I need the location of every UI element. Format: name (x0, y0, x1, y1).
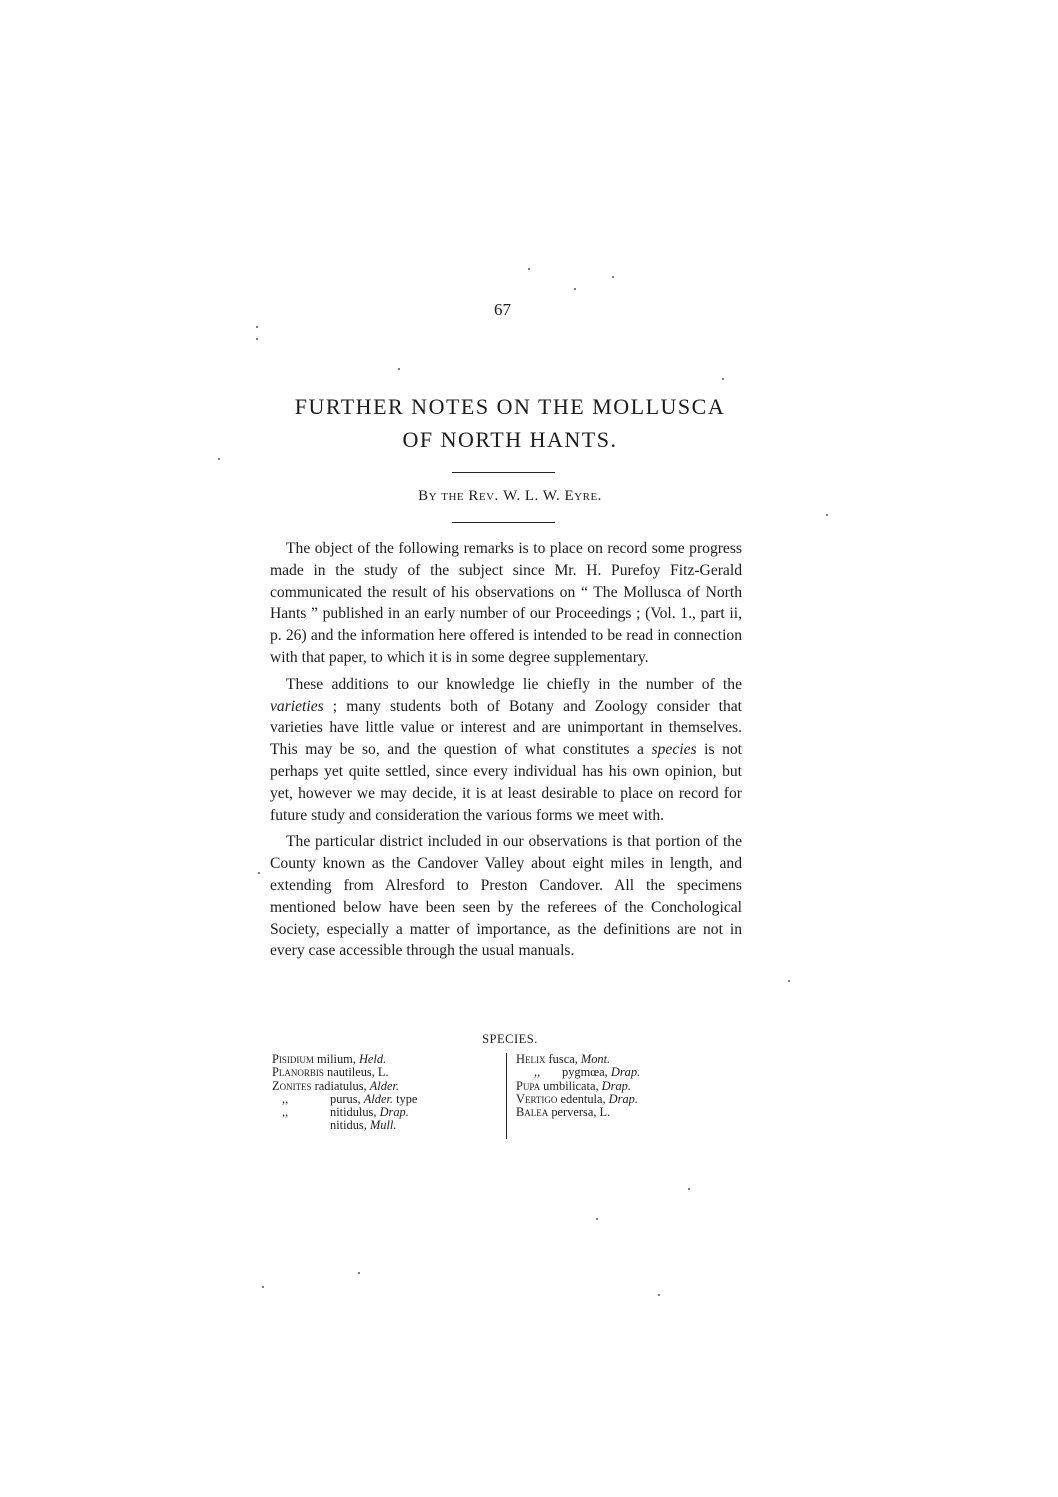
species-row (516, 1066, 736, 1079)
scan-speck (262, 1286, 264, 1288)
scan-speck (612, 276, 614, 278)
species-term: species (651, 741, 697, 759)
scan-speck (528, 268, 530, 270)
genus-name: Zonites (272, 1078, 312, 1093)
species-name: edentula, (557, 1091, 609, 1106)
scan-speck (688, 1188, 690, 1190)
ditto-mark: ,, (282, 1105, 289, 1120)
scan-speck (722, 378, 724, 380)
species-author: Drap. (601, 1078, 631, 1093)
ditto-mark: ,, (282, 1091, 289, 1106)
scan-speck (258, 872, 260, 874)
species-row (516, 1080, 736, 1093)
species-name: nautileus, L. (323, 1065, 389, 1080)
paragraph-2-part-b: ; many students both of Botany and Zoology consider that varieties have little value or interest and are unimportant in themselves. This may be so, and the question of what constitutes a (270, 697, 742, 759)
species-author: Mont. (580, 1052, 611, 1066)
scan-speck (826, 514, 828, 516)
species-column-divider (506, 1053, 507, 1139)
genus-name: Pupa (516, 1078, 541, 1093)
ditto-mark: ,, (534, 1065, 541, 1080)
species-name: fusca, (545, 1052, 581, 1066)
species-name: milium, (313, 1052, 359, 1066)
paragraph-3: The particular district included in our observations is that portion of the County known as the Candover Valley about eight miles in length, and extending from Alresford to Preston Candover. All the specimens mentioned below have been seen by the referees of the Conchological Society, especially a matter of importance, as the definitions are not in every case accessible through the usual manuals. (270, 833, 742, 960)
title-rule-top (452, 472, 555, 473)
scan-speck (398, 368, 400, 370)
species-row (272, 1119, 494, 1132)
species-row (272, 1080, 494, 1093)
species-list-right (516, 1053, 736, 1119)
species-row (272, 1106, 494, 1119)
scan-speck (218, 458, 220, 460)
species-author: Mull. (369, 1118, 397, 1133)
scan-speck (256, 326, 258, 328)
varieties-term: varieties (270, 697, 324, 715)
species-author: Drap. (608, 1091, 638, 1106)
title-line-1: FURTHER NOTES ON THE MOLLUSCA (294, 394, 726, 419)
byline (230, 488, 790, 505)
species-row (272, 1066, 494, 1079)
genus-name: Helix (516, 1052, 546, 1066)
scan-speck (574, 288, 576, 290)
scan-speck (596, 1218, 598, 1220)
genus-name: Vertigo (516, 1091, 558, 1106)
title-line-2: OF NORTH HANTS. (402, 427, 618, 452)
paragraph-1: The object of the following remarks is to place on record some progress made in the study of the subject since Mr. H. Purefoy Fitz-Gerald communicated the result of his observations on “ The Mollusca of North Hants ” published in an early number of our Proceedings ; (Vol. 1., part ii, p. 26) and the information here offered is intended to be read in connection with that paper, to which it is in some degree supplementary. (270, 540, 742, 666)
paragraph-2-part-a: These additions to our knowledge lie chiefly in the number of the (286, 675, 742, 693)
article-body (270, 538, 742, 967)
paragraph-2 (270, 674, 742, 827)
species-name: nitidulus, (330, 1105, 380, 1120)
title-rule-bottom (452, 522, 555, 523)
byline-author: W. L. W. Eyre. (503, 488, 602, 504)
species-author: Drap. (379, 1105, 409, 1120)
species-row (516, 1106, 736, 1119)
species-author: Alder. (363, 1091, 393, 1106)
species-name: perversa, L. (548, 1105, 611, 1120)
species-name: purus, (330, 1091, 364, 1106)
species-row (516, 1093, 736, 1106)
byline-prefix: By the Rev. (418, 488, 499, 504)
species-name: radiatulus, (311, 1078, 370, 1093)
scan-speck (788, 980, 790, 982)
species-name: pygmœa, (562, 1065, 611, 1080)
article-title (230, 390, 790, 456)
scan-speck (256, 338, 258, 340)
species-row (272, 1053, 494, 1066)
species-author: Held. (358, 1052, 387, 1066)
scan-speck (658, 1294, 660, 1296)
species-type: type (393, 1091, 418, 1106)
species-row (516, 1053, 736, 1066)
genus-name: Balea (516, 1105, 549, 1120)
genus-name: Planorbis (272, 1065, 324, 1080)
species-author: Alder. (369, 1078, 399, 1093)
scan-speck (358, 1272, 360, 1274)
species-row (272, 1093, 494, 1106)
genus-name: Pisidium (272, 1052, 314, 1066)
species-heading: SPECIES. (482, 1032, 538, 1046)
page-number: 67 (494, 300, 511, 319)
paragraph-2-part-c: is not perhaps yet quite settled, since every individual has his own opinion, but yet, however we may decide, it is at least desirable to place on record for future study and consideration the various forms we meet with. (270, 741, 743, 824)
species-name: umbilicata, (540, 1078, 602, 1093)
species-author: Drap. (610, 1065, 641, 1080)
species-list-left (272, 1053, 494, 1133)
species-name: nitidus, (330, 1118, 370, 1133)
